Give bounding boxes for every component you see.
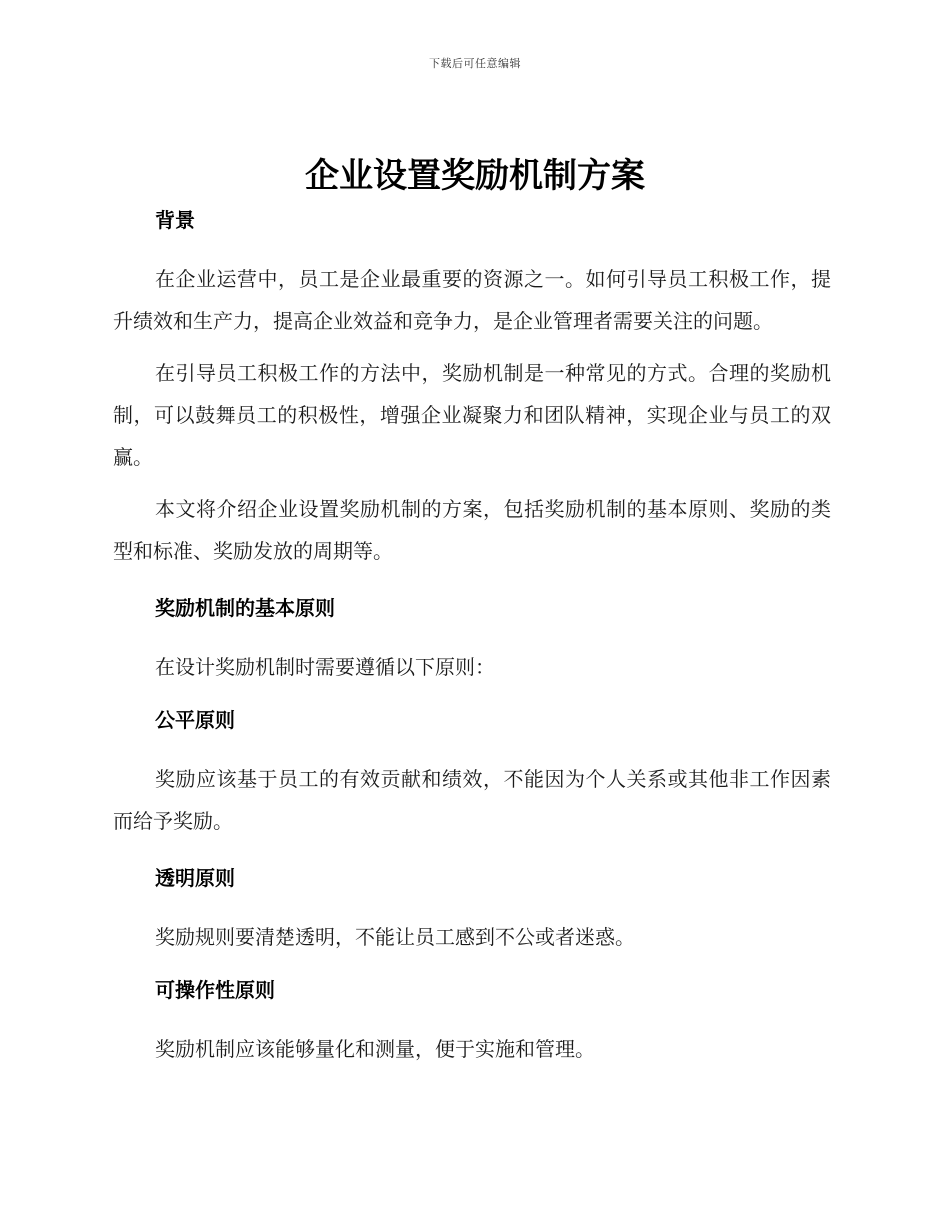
section-heading-background: 背景 [155,208,195,232]
document-body [113,206,831,1082]
subheading-fair-principle: 公平原则 [155,708,235,732]
document-title: 企业设置奖励机制方案 [305,156,645,196]
paragraph-background-3: 本文将介绍企业设置奖励机制的方案，包括奖励机制的基本原则、奖励的类型和标准、奖励发放的周期等。 [113,497,831,563]
paragraph-operable-principle: 奖励机制应该能够量化和测量，便于实施和管理。 [155,1037,595,1061]
paragraph-background-1: 在企业运营中，员工是企业最重要的资源之一。如何引导员工积极工作，提升绩效和生产力，提高企业效益和竞争力，是企业管理者需要关注的问题。 [113,267,831,333]
header-note: 下载后可任意编辑 [429,57,521,70]
subheading-operable-principle: 可操作性原则 [155,978,275,1002]
section-heading-principles: 奖励机制的基本原则 [155,596,335,620]
paragraph-fair-principle: 奖励应该基于员工的有效贡献和绩效，不能因为个人关系或其他非工作因素而给予奖励。 [113,767,831,833]
paragraph-transparent-principle: 奖励规则要清楚透明，不能让员工感到不公或者迷惑。 [155,925,635,949]
paragraph-principles-intro: 在设计奖励机制时需要遵循以下原则： [155,655,495,679]
subheading-transparent-principle: 透明原则 [155,866,235,890]
paragraph-background-2: 在引导员工积极工作的方法中，奖励机制是一种常见的方式。合理的奖励机制，可以鼓舞员工的积极性，增强企业凝聚力和团队精神，实现企业与员工的双赢。 [113,361,831,469]
